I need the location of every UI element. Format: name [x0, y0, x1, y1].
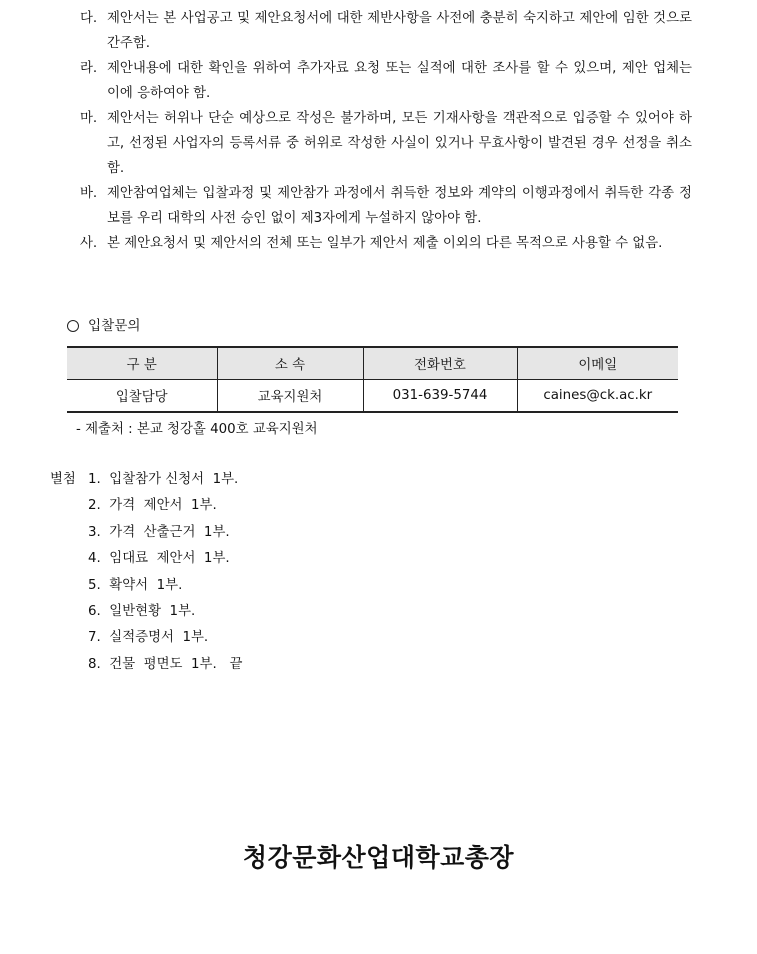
cell-department: 교육지원처: [217, 380, 363, 413]
list-item: 2. 가격 제안서 1부.: [88, 498, 217, 514]
contact-table: [67, 346, 678, 413]
list-item: 1. 입찰참가 신청서 1부.: [88, 472, 239, 487]
issuer-signature: 청강문화산업대학교총장: [242, 843, 515, 872]
list-item: 7. 실적증명서 1부.: [88, 630, 209, 646]
inquiry-heading: [67, 316, 141, 336]
attachments-list: [88, 467, 242, 678]
list-item: 3. 가격 산출근거 1부.: [88, 524, 230, 540]
list-item: 5. 확약서 1부.: [88, 577, 183, 593]
term-marker: 라.: [80, 61, 98, 76]
list-item: 6. 일반현황 1부.: [88, 604, 196, 620]
submission-location: - 제출처 : 본교 청강홀 400호 교육지원처: [76, 422, 318, 437]
list-item: 8. 건물 평면도 1부. 끝: [88, 656, 243, 672]
circle-bullet-icon: [67, 320, 79, 332]
term-item-da: [80, 6, 692, 56]
cell-category: 입찰담당: [67, 380, 217, 413]
term-text: 제안서는 본 사업공고 및 제안요청서에 대한 제반사항을 사전에 충분히 숙지하고 제안에 임한 것으로 간주함.: [107, 11, 692, 51]
header-email: 이메일: [517, 347, 678, 380]
term-marker: 다.: [80, 11, 98, 26]
term-item-sa: [80, 231, 692, 256]
term-marker: 마.: [80, 111, 98, 126]
term-item-ma: [80, 106, 692, 181]
term-marker: 바.: [80, 186, 98, 201]
contact-table-header-row: [67, 347, 678, 380]
cell-email: caines@ck.ac.kr: [517, 380, 678, 413]
cell-phone: 031-639-5744: [363, 380, 517, 413]
term-text: 제안참여업체는 입찰과정 및 제안참가 과정에서 취득한 정보와 계약의 이행과정에서 취득한 각종 정보를 우리 대학의 사전 승인 없이 제3자에게 누설하지 않아야 함.: [107, 186, 692, 226]
attachments-label: 별첨: [50, 472, 76, 487]
inquiry-heading-label: 입찰문의: [88, 318, 141, 334]
header-category: 구 분: [67, 347, 217, 380]
table-row: [67, 380, 678, 413]
term-text: 본 제안요청서 및 제안서의 전체 또는 일부가 제안서 제출 이외의 다른 목적으로 사용할 수 없음.: [107, 236, 663, 251]
term-text: 제안내용에 대한 확인을 위하여 추가자료 요청 또는 실적에 대한 조사를 할 수 있으며, 제안 업체는 이에 응하여야 함.: [107, 61, 692, 101]
list-item: 4. 임대료 제안서 1부.: [88, 551, 230, 567]
term-item-ba: [80, 181, 692, 231]
header-phone: 전화번호: [363, 347, 517, 380]
header-department: 소 속: [217, 347, 363, 380]
term-marker: 사.: [80, 236, 98, 251]
term-text: 제안서는 허위나 단순 예상으로 작성은 불가하며, 모든 기재사항을 객관적으로 입증할 수 있어야 하고, 선정된 사업자의 등록서류 중 허위로 작성한 사실이 있거나 무효사항이 발견된 경우 선정을 취소함.: [107, 111, 692, 176]
terms-list: [80, 6, 692, 256]
term-item-ra: [80, 56, 692, 106]
